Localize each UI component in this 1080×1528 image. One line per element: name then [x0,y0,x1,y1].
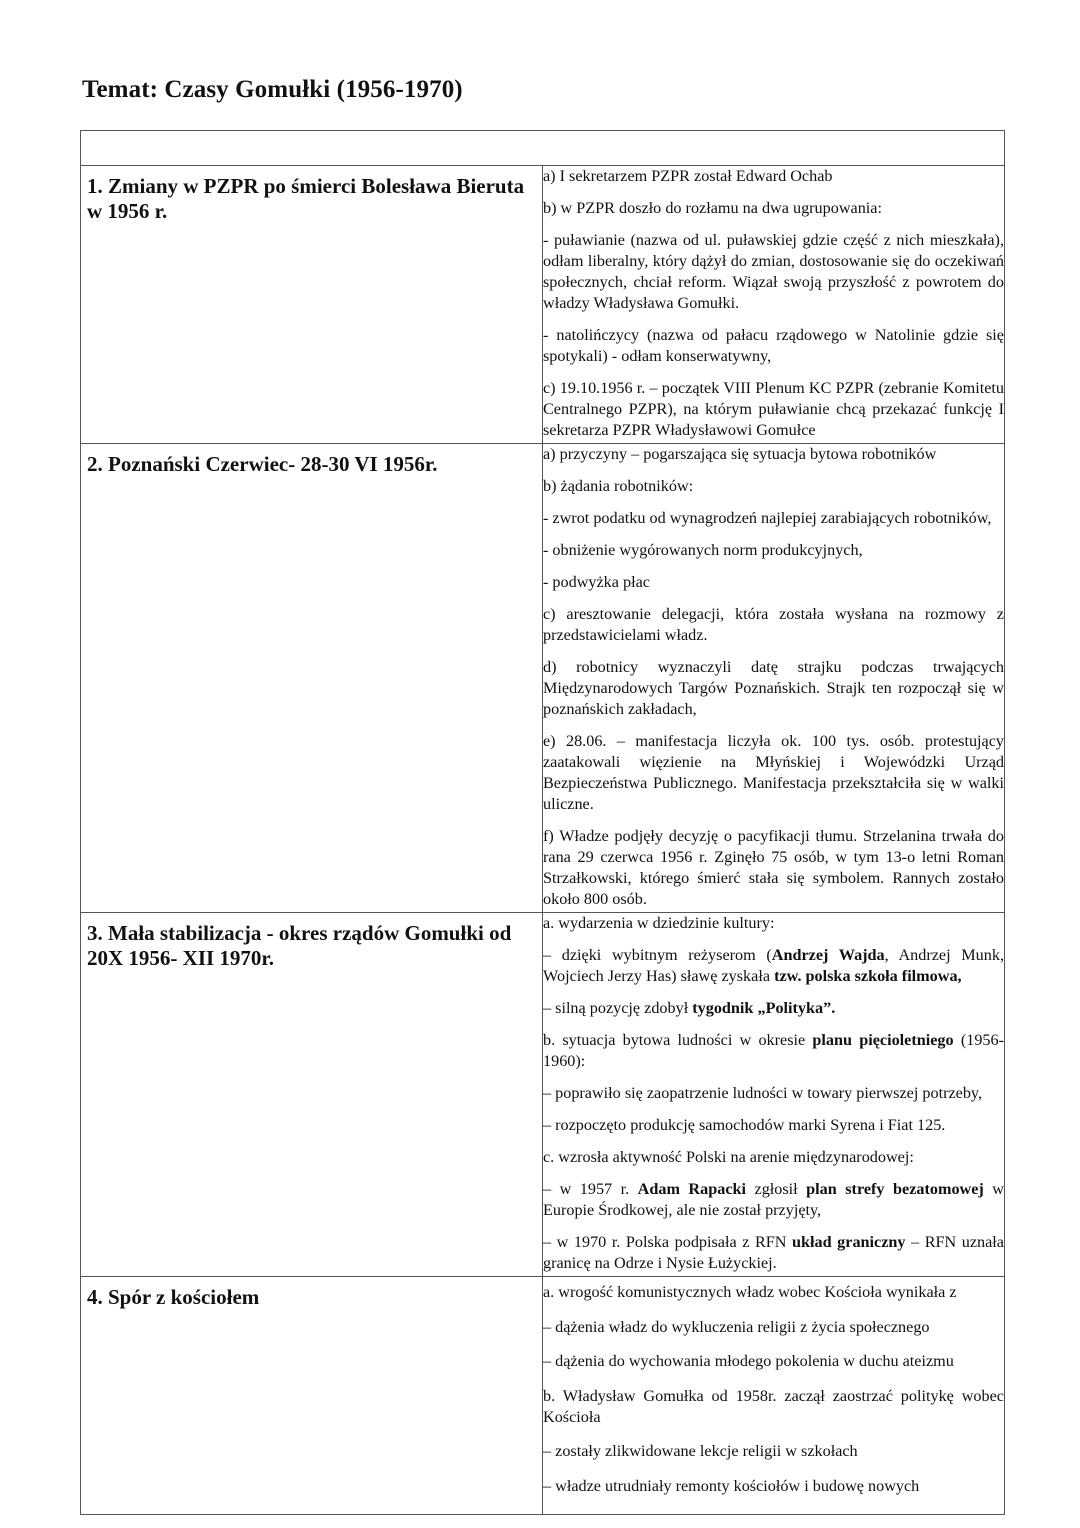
note-line [543,826,1004,910]
topic-cell [81,1277,543,1515]
table-row [81,913,1005,1277]
text-segment: b. Władysław Gomułka od 1958r. zaczął zaostrzać politykę wobec Kościoła [543,1386,1004,1426]
note-line [543,1476,1004,1497]
text-segment: – dzięki wybitnym reżyserom ( [543,946,772,964]
note-line [543,476,1004,497]
notes-table-body [81,131,1005,1515]
text-segment: zgłosił [746,1180,807,1198]
note-line [543,198,1004,219]
note-line [543,913,1004,934]
text-segment: - podwyżka płac [543,573,650,591]
text-segment: – silną pozycję zdobył [543,999,693,1017]
note-line [543,1386,1004,1428]
text-segment: , Andrzej Munk, Wojciech Jerzy Has) sławę zyskała [543,946,1004,985]
text-segment: – rozpoczęto produkcję samochodów marki Syrena i Fiat 125. [543,1116,946,1134]
empty-header-cell [81,131,1005,166]
note-line [543,444,1004,465]
topic-cell [81,444,543,913]
note-line [543,1147,1004,1168]
bold-text: Andrzej Wajda [771,946,885,964]
text-segment: – w 1957 r. [543,1180,638,1198]
table-header-row [81,131,1005,166]
note-line [543,657,1004,720]
notes-table [80,130,1005,1515]
note-line [543,604,1004,646]
note-line [543,230,1004,314]
notes-cell [543,1277,1005,1515]
text-segment: a. wrogość komunistycznych władz wobec Kościoła wynikała z [543,1283,957,1301]
note-line [543,508,1004,529]
bold-text: Adam Rapacki [637,1180,747,1198]
text-segment: b) w PZPR doszło do rozłamu na dwa ugrupowania: [543,199,882,217]
text-segment: - obniżenie wygórowanych norm produkcyjnych, [543,541,863,559]
notes-cell [543,444,1005,913]
note-line [543,1351,1004,1372]
note-line [543,166,1004,187]
note-line [543,1232,1004,1274]
text-segment: b) żądania robotników: [543,477,694,495]
text-segment: c) 19.10.1956 r. – początek VIII Plenum KC PZPR (zebranie Komitetu Centralnego PZPR), na którym puławianie chcą przekazać funkcję I sekretarza PZPR Władysławowi Gomułce [543,379,1004,439]
note-line [543,572,1004,593]
text-segment: (1956-1960): [543,1031,1004,1070]
text-segment: - natolińczycy (nazwa od pałacu rządowego w Natolinie gdzie się spotykali) - odłam konserwatywny, [543,326,1004,365]
note-line [543,1179,1004,1221]
text-segment: a. wydarzenia w dziedzinie kultury: [543,914,775,932]
topic-heading: 4. Spór z kościołem [87,1285,260,1309]
bold-text: układ graniczny [792,1233,906,1251]
topic-cell [81,166,543,444]
text-segment: a) I sekretarzem PZPR został Edward Ochab [543,167,833,185]
text-segment: d) robotnicy wyznaczyli datę strajku podczas trwających Międzynarodowych Targów Poznańskich. Strajk ten rozpoczął się w poznańskich zakładach, [543,658,1004,718]
note-line [543,1282,1004,1303]
table-row [81,1277,1005,1515]
note-line [543,540,1004,561]
text-segment: – władze utrudniały remonty kościołów i budowę nowych [543,1476,920,1495]
text-segment: c) aresztowanie delegacji, która została wysłana na rozmowy z przedstawicielami władz. [543,605,1004,644]
bold-text: planu pięcioletniego [812,1031,954,1049]
bold-text: plan strefy bezatomowej [806,1180,984,1198]
bold-text: tzw. polska szkoła filmowa, [774,967,962,985]
topic-heading: 1. Zmiany w PZPR po śmierci Bolesława Bieruta w 1956 r. [87,174,525,223]
table-row [81,166,1005,444]
text-segment: f) Władze podjęły decyzję o pacyfikacji tłumu. Strzelanina trwała do rana 29 czerwca 1956 r. Zginęło 75 osób, w tym 13-o letni Roman Strzałkowski, którego śmierć stała się symbolem. Rannych zostało około 800 osób. [543,827,1004,908]
note-line [543,731,1004,815]
text-segment: - puławianie (nazwa od ul. puławskiej gdzie część z nich mieszkała), odłam liberalny, który dążył do zmian, dostosowanie się do oczekiwań społecznych, chciał reform. Wiązał swoją przyszłość z powrotem do władzy Władysława Gomułki. [543,231,1004,312]
note-line [543,1030,1004,1072]
bold-text: tygodnik „Polityka”. [692,999,836,1017]
topic-cell [81,913,543,1277]
text-segment: - zwrot podatku od wynagrodzeń najlepiej zarabiających robotników, [543,509,992,527]
notes-cell [543,913,1005,1277]
page-title: Temat: Czasy Gomułki (1956-1970) [82,76,463,103]
note-line [543,998,1004,1019]
table-row [81,444,1005,913]
text-segment: a) przyczyny – pogarszająca się sytuacja bytowa robotników [543,445,937,463]
notes-cell [543,166,1005,444]
note-line [543,945,1004,987]
note-line [543,1317,1004,1338]
topic-heading: 2. Poznański Czerwiec- 28-30 VI 1956r. [87,452,438,476]
note-line [543,378,1004,441]
note-line [543,1083,1004,1104]
note-line [543,1115,1004,1136]
text-segment: c. wzrosła aktywność Polski na arenie międzynarodowej: [543,1148,914,1166]
text-segment: – w 1970 r. Polska podpisała z RFN [543,1233,793,1251]
topic-heading: 3. Mała stabilizacja - okres rządów Gomułki od 20X 1956- XII 1970r. [87,921,512,970]
text-segment: – dążenia do wychowania młodego pokolenia w duchu ateizmu [543,1352,954,1370]
text-segment: – zostały zlikwidowane lekcje religii w szkołach [543,1442,858,1460]
text-segment: w Europie Środkowej, ale nie został przyjęty, [543,1180,1004,1219]
text-segment: – dążenia władz do wykluczenia religii z życia społecznego [543,1317,930,1336]
text-segment: e) 28.06. – manifestacja liczyła ok. 100 tys. osób. protestujący zaatakowali więzienie na Młyńskiej i Wojewódzki Urząd Bezpieczeństwa Publicznego. Manifestacja przekształciła się w walki uliczne. [543,732,1004,813]
note-line [543,1441,1004,1462]
note-line [543,325,1004,367]
text-segment: – RFN uznała granicę na Odrze i Nysie Łużyckiej. [543,1233,1004,1272]
text-segment: – poprawiło się zaopatrzenie ludności w towary pierwszej potrzeby, [543,1084,983,1102]
text-segment: b. sytuacja bytowa ludności w okresie [543,1031,813,1049]
